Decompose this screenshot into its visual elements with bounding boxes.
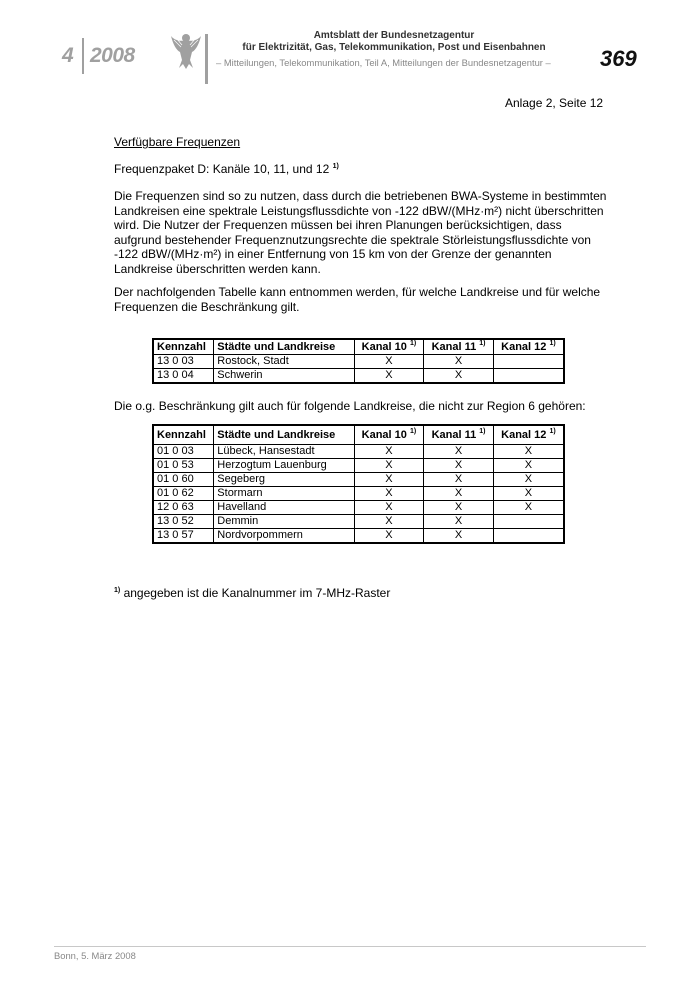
cell-k11: X: [424, 473, 494, 487]
table-row: [153, 487, 564, 501]
cell-k10: X: [354, 369, 424, 384]
cell-k12: X: [493, 473, 564, 487]
cell-k10: X: [354, 355, 424, 369]
header-kanal-12: Kanal 12 $^{1)}$: [493, 339, 564, 355]
cell-k10: X: [354, 473, 424, 487]
cell-k11: X: [424, 501, 494, 515]
cell-district: Demmin: [214, 515, 354, 529]
cell-k10: X: [354, 501, 424, 515]
header-district: Städte und Landkreise: [214, 425, 354, 445]
cell-k11: X: [424, 529, 494, 544]
cell-code: 01 0 60: [153, 473, 214, 487]
table-row: [153, 501, 564, 515]
restriction-table-other-regions: [152, 424, 565, 544]
paragraph-usage: Die Frequenzen sind so zu nutzen, dass durch die betriebenen BWA-Systeme in bestimmten Landkreisen eine spektrale Leistungsflussdichte von -122 dBW/(MHz·m²) nicht überschritten wird. Die Nutzer der Frequenzen müssen bei ihren Planungen berücksichtigen, dass aufgrund bestehender Frequenznutzungsrechte die spektrale Störleistungsflussdichte von -122 dBW/(MHz·m²) in einer Entfernung von 15 km von der Grenze der genannten Landkreise überschritten werden kann.: [114, 189, 607, 276]
table-row: [153, 473, 564, 487]
table-row: [153, 459, 564, 473]
cell-k10: X: [354, 515, 424, 529]
cell-k11: X: [424, 515, 494, 529]
gazette-title: Amtsblatt der Bundesnetzagentur: [313, 30, 475, 41]
section-title: Verfügbare Frequenzen: [114, 135, 241, 149]
cell-k12: X: [493, 445, 564, 459]
cell-k10: X: [354, 459, 424, 473]
annex-reference: Anlage 2, Seite 12: [505, 96, 604, 110]
cell-k12: X: [493, 501, 564, 515]
gazette-subtitle: für Elektrizität, Gas, Telekommunikation, Post und Eisenbahnen: [242, 42, 546, 53]
cell-district: Rostock, Stadt: [214, 355, 354, 369]
cell-district: Havelland: [214, 501, 354, 515]
table-row: [153, 445, 564, 459]
cell-district: Herzogtum Lauenburg: [214, 459, 354, 473]
table-row: [153, 529, 564, 544]
cell-code: 13 0 04: [153, 369, 214, 384]
additional-restriction-note: Die o.g. Beschränkung gilt auch für folgende Landkreise, die nicht zur Region 6 gehören:: [114, 399, 586, 413]
cell-k11: X: [424, 487, 494, 501]
cell-k10: X: [354, 487, 424, 501]
footer-date: Bonn, 5. März 2008: [54, 950, 136, 961]
cell-k12: [493, 515, 564, 529]
cell-code: 01 0 03: [153, 445, 214, 459]
header-kanal-10: Kanal 10 $^{1)}$: [354, 339, 424, 355]
cell-k11: X: [424, 355, 494, 369]
header-district: Städte und Landkreise: [214, 339, 354, 355]
cell-code: 13 0 57: [153, 529, 214, 544]
page-number: 369: [600, 46, 637, 71]
cell-district: Stormarn: [214, 487, 354, 501]
cell-k11: X: [424, 369, 494, 384]
table-header-row: [153, 339, 564, 355]
header-divider-main: [205, 34, 208, 84]
cell-district: Lübeck, Hansestadt: [214, 445, 354, 459]
header-divider: [82, 38, 84, 74]
header-kennzahl: Kennzahl: [153, 339, 214, 355]
gazette-section: – Mitteilungen, Telekommunikation, Teil A, Mitteilungen der Bundesnetzagentur –: [216, 57, 551, 68]
paragraph-table-intro: Der nachfolgenden Tabelle kann entnommen werden, für welche Landkreise und für welche Frequenzen die Beschränkung gilt.: [114, 285, 601, 314]
header-kanal-12: Kanal 12 $^{1)}$: [493, 425, 564, 445]
cell-k12: [493, 529, 564, 544]
issue-number: 4: [62, 44, 74, 67]
restriction-table-region6: [152, 338, 565, 384]
federal-eagle-icon: [170, 30, 202, 70]
table-row: [153, 369, 564, 384]
table-header-row: [153, 425, 564, 445]
cell-k10: X: [354, 445, 424, 459]
cell-district: Schwerin: [214, 369, 354, 384]
frequency-package: Frequenzpaket D: Kanäle 10, 11, und 12 $^{1)}$: [114, 162, 339, 176]
cell-code: 13 0 03: [153, 355, 214, 369]
footer-divider: [54, 946, 646, 947]
cell-k11: X: [424, 459, 494, 473]
cell-k12: [493, 369, 564, 384]
header-kanal-10: Kanal 10 $^{1)}$: [354, 425, 424, 445]
cell-code: 01 0 62: [153, 487, 214, 501]
cell-k10: X: [354, 529, 424, 544]
cell-k12: X: [493, 487, 564, 501]
cell-code: 12 0 63: [153, 501, 214, 515]
issue-year: 2008: [90, 44, 135, 67]
cell-k12: X: [493, 459, 564, 473]
header-kennzahl: Kennzahl: [153, 425, 214, 445]
cell-code: 01 0 53: [153, 459, 214, 473]
cell-k12: [493, 355, 564, 369]
table-row: [153, 515, 564, 529]
footnote: $^{1)}$ angegeben ist die Kanalnummer im 7-MHz-Raster: [114, 586, 391, 600]
cell-district: Segeberg: [214, 473, 354, 487]
cell-district: Nordvorpommern: [214, 529, 354, 544]
header-kanal-11: Kanal 11 $^{1)}$: [424, 425, 494, 445]
cell-k11: X: [424, 445, 494, 459]
header-kanal-11: Kanal 11 $^{1)}$: [424, 339, 494, 355]
table-row: [153, 355, 564, 369]
cell-code: 13 0 52: [153, 515, 214, 529]
